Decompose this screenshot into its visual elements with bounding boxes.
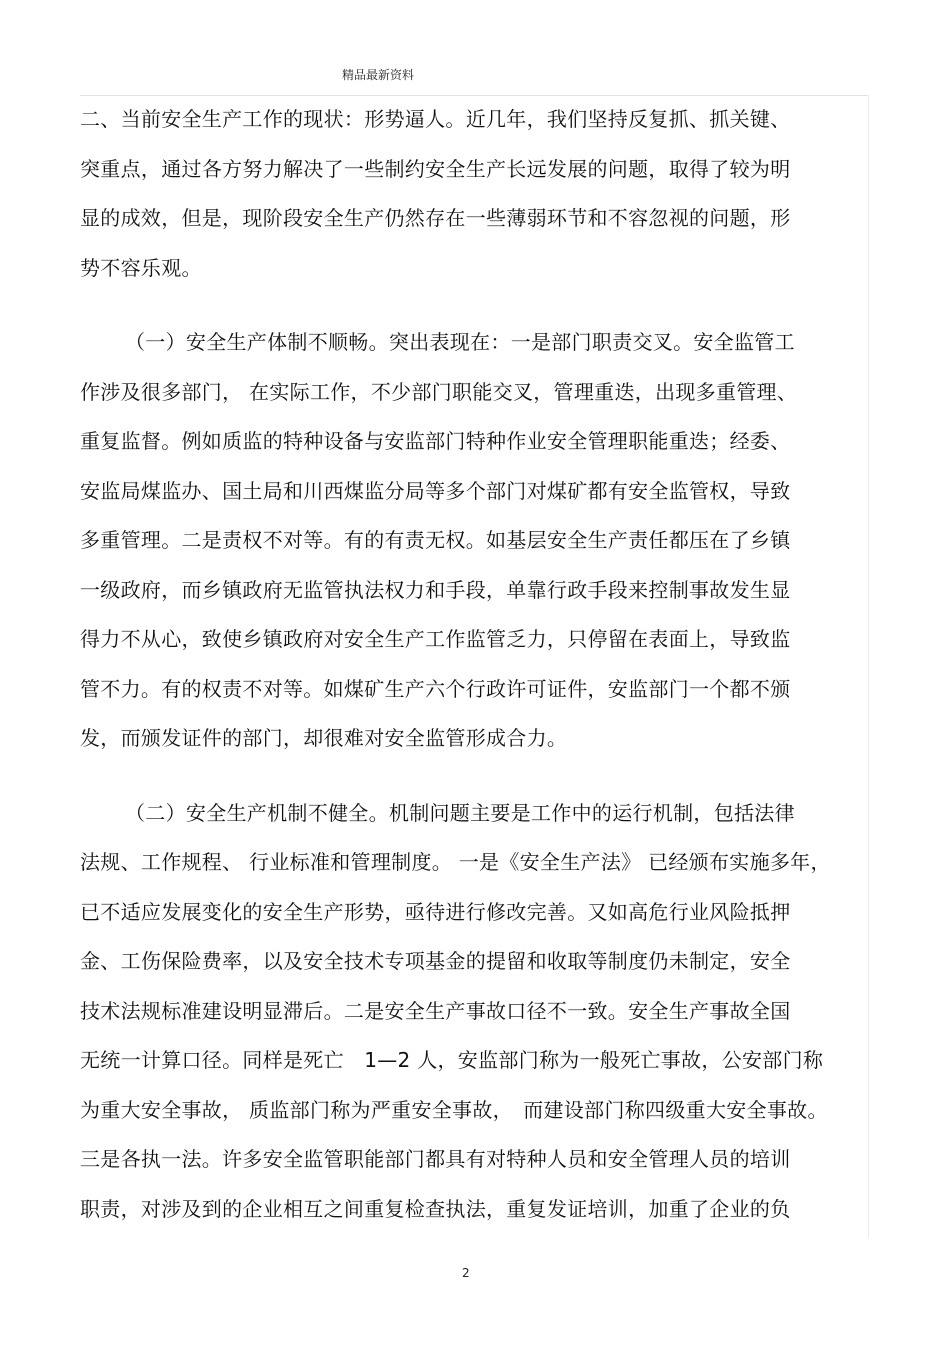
document-body	[80, 95, 870, 1259]
text-line: 二、当前安全生产工作的现状：形势逼人。近几年，我们坚持反复抓、抓关键、	[80, 107, 791, 131]
text-line: 一级政府，而乡镇政府无监管执法权力和手段，单靠行政手段来控制事故发生显	[80, 577, 791, 602]
text-line: 得力不从心，致使乡镇政府对安全生产工作监管乏力，只停留在表面上，导致监	[80, 627, 791, 651]
text-line: 三是各执一法。许多安全监管职能部门都具有对特种人员和安全管理人员的培训	[80, 1147, 791, 1171]
text-line: （一）安全生产体制不顺畅。突出表现在：一是部门职责交叉。安全监管工	[125, 330, 795, 354]
text-line: 为重大安全事故， 质监部门称为严重安全事故， 而建设部门称四级重大安全事故。	[80, 1097, 828, 1122]
paragraph-system-issues	[80, 318, 870, 764]
text-line: 发，而颁发证件的部门，却很难对安全监管形成合力。	[80, 726, 568, 750]
text-line: 技术法规标准建设明显滞后。二是安全生产事故口径不一致。安全生产事故全国	[80, 998, 791, 1023]
paragraph-mechanism-issues	[80, 789, 870, 1235]
text-line: 作涉及很多部门， 在实际工作，不少部门职能交叉，管理重迭，出现多重管理、	[80, 379, 798, 404]
text-line: 安监局煤监办、国土局和川西煤监分局等多个部门对煤矿都有安全监管权，导致	[80, 478, 791, 503]
text-line: 重复监督。例如质监的特种设备与安监部门特种作业安全管理职能重迭；经委、	[80, 429, 791, 453]
text-line: 突重点，通过各方努力解决了一些制约安全生产长远发展的问题，取得了较为明	[80, 156, 791, 181]
text-line: 已不适应发展变化的安全生产形势，亟待进行修改完善。又如高危行业风险抵押	[80, 899, 791, 924]
text-line: 势不容乐观。	[80, 255, 202, 280]
text-line: 职责，对涉及到的企业相互之间重复检查执法，重复发证培训，加重了企业的负	[80, 1196, 791, 1221]
text-line: 法规、工作规程、 行业标准和管理制度。 一是《安全生产法》 已经颁布实施多年，	[80, 850, 831, 874]
text-line: （二）安全生产机制不健全。机制问题主要是工作中的运行机制，包括法律	[125, 800, 795, 825]
text-line: 多重管理。二是责权不对等。有的有责无权。如基层安全生产责任都压在了乡镇	[80, 528, 791, 552]
paragraph-current-situation	[80, 95, 870, 293]
page-number: 2	[462, 1266, 470, 1280]
page-header: 精品最新资料	[342, 68, 415, 82]
text-line: 显的成效，但是，现阶段安全生产仍然存在一些薄弱环节和不容忽视的问题，形	[80, 206, 791, 230]
text-line: 管不力。有的权责不对等。如煤矿生产六个行政许可证件，安监部门一个都不颁	[80, 676, 791, 701]
text-line: 无统一计算口径。同样是死亡 1—2 人，安监部门称为一般死亡事故，公安部门称	[80, 1048, 824, 1072]
text-line: 金、工伤保险费率，以及安全技术专项基金的提留和收取等制度仍未制定，安全	[80, 949, 791, 973]
